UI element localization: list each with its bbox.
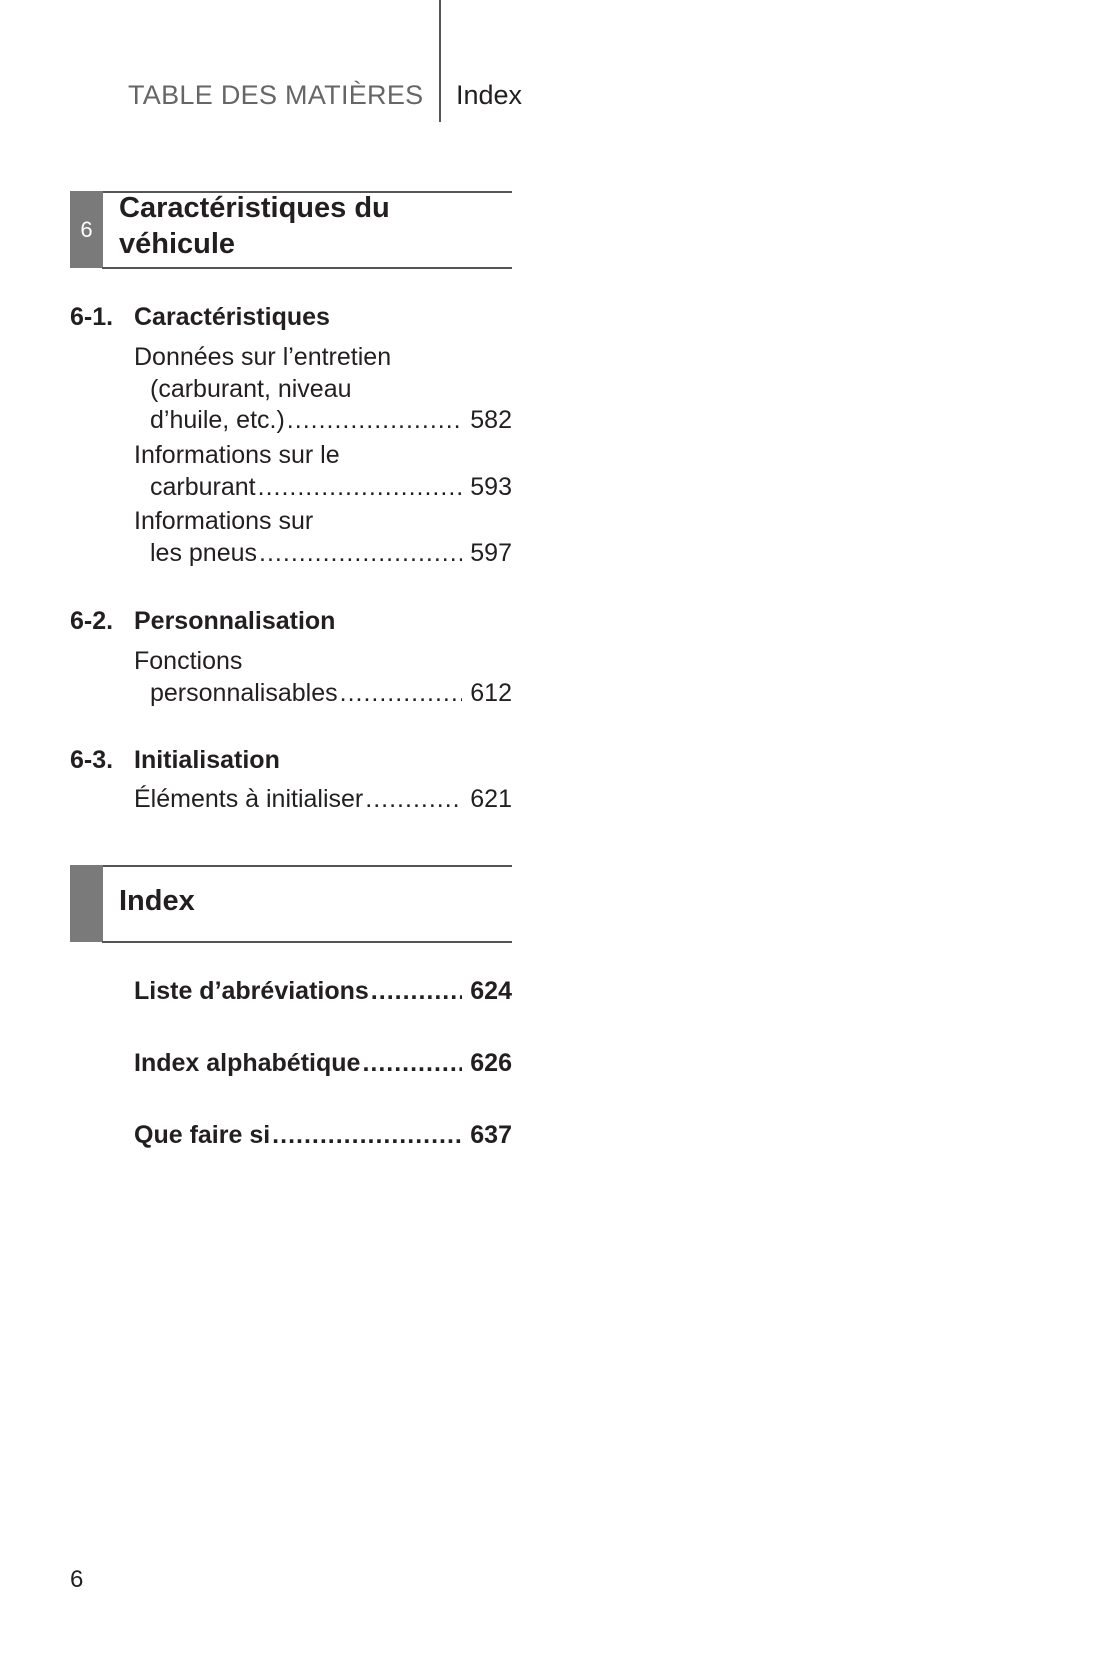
leader-dots	[258, 472, 462, 504]
leader-dots	[287, 405, 462, 437]
entry-text-line: Liste d’abréviations	[134, 977, 369, 1005]
page-number: 612	[470, 678, 512, 707]
entry-text-line: les pneus	[150, 538, 258, 567]
toc-entry-tire-info[interactable]	[134, 506, 512, 569]
page-number: 582	[470, 406, 512, 434]
page-number: 624	[470, 977, 512, 1005]
chapter-title[interactable]	[119, 190, 390, 262]
page-number: 597	[470, 538, 512, 567]
index-bottom-rule	[102, 941, 512, 943]
entry-text-line: Que faire si	[134, 1121, 271, 1149]
entry-text-line: (carburant, niveau	[150, 374, 352, 403]
entry-text-line: Éléments à initialiser	[134, 785, 364, 813]
leader-dots	[340, 678, 462, 710]
page-number: 626	[470, 1049, 512, 1077]
running-header-section: TABLE DES MATIÈRES	[128, 80, 424, 110]
index-tab	[70, 865, 103, 942]
chapter-title-line2: véhicule	[119, 228, 236, 260]
leader-dots	[272, 1120, 462, 1152]
section-title[interactable]: Caractéristiques	[134, 303, 330, 331]
chapter-tab-number: 6	[80, 216, 93, 242]
chapter-bottom-rule	[102, 267, 512, 269]
entry-text-line: Informations sur	[134, 507, 314, 535]
toc-entry-custom-features[interactable]	[134, 646, 512, 709]
chapter-title-line1: Caractéristiques du	[119, 192, 390, 224]
leader-dots	[362, 1048, 462, 1080]
chapter-tab	[70, 191, 103, 268]
leader-dots	[259, 538, 462, 570]
toc-entry-fuel-info[interactable]	[134, 440, 512, 503]
header-divider	[439, 0, 441, 122]
section-number: 6-2.	[70, 607, 114, 635]
entry-text-line: Index alphabétique	[134, 1049, 361, 1077]
entry-text-line: Données sur l’entretien	[134, 343, 392, 371]
entry-text-line: d’huile, etc.)	[150, 406, 285, 434]
toc-entry-initialize-items[interactable]	[134, 784, 512, 816]
entry-text-line: Informations sur le	[134, 441, 340, 469]
leader-dots	[365, 784, 462, 816]
section-number: 6-3.	[70, 746, 114, 774]
section-title[interactable]: Initialisation	[134, 746, 280, 774]
entry-text-line: carburant	[150, 472, 256, 501]
leader-dots	[371, 976, 462, 1008]
page-footer-number: 6	[70, 1566, 84, 1593]
page-number: 637	[470, 1121, 512, 1149]
page-number: 593	[470, 472, 512, 501]
index-title[interactable]: Index	[119, 885, 195, 917]
index-top-rule	[102, 865, 512, 867]
entry-text-line: Fonctions	[134, 647, 243, 675]
section-title[interactable]: Personnalisation	[134, 607, 336, 635]
toc-entry-what-to-do-if[interactable]	[134, 1120, 512, 1152]
section-number: 6-1.	[70, 303, 114, 331]
toc-entry-alphabetical-index[interactable]	[134, 1048, 512, 1080]
entry-text-line: personnalisables	[150, 678, 338, 707]
toc-entry-maintenance-data[interactable]	[134, 342, 512, 437]
toc-entry-abbreviations[interactable]	[134, 976, 512, 1008]
page-number: 621	[470, 785, 512, 813]
running-header-chapter: Index	[456, 80, 523, 110]
